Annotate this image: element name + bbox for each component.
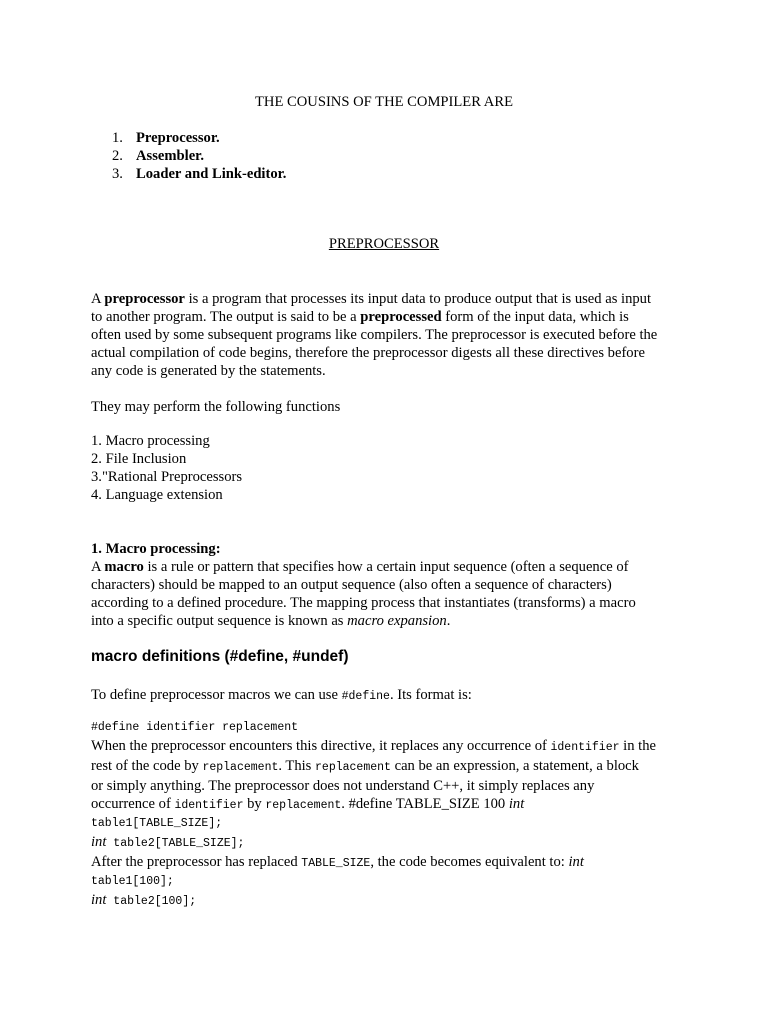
page-title: THE COUSINS OF THE COMPILER ARE [255, 94, 513, 110]
macro-section: 1. Macro processing: A macro is a rule or pattern that specifies how a certain input sequence (often a sequence of characters) should be mapped to an output sequence (also often a sequence of characters) according to a defined procedure. The mapping process that instantiates (transforms) a macro into a specific output sequence is known as macro expansion. [91, 541, 636, 629]
code-line: table1[TABLE_SIZE]; [91, 817, 223, 830]
list-item: 3. Loader and Link-editor. [112, 166, 287, 182]
cousins-list [112, 129, 286, 183]
section-heading: PREPROCESSOR [328, 236, 440, 252]
list-item: 2. Assembler. [112, 148, 204, 164]
list-item: 2. File Inclusion [91, 451, 187, 467]
intro-paragraph: A preprocessor is a program that processes its input data to produce output that is used as input to another program. The output is said to be a preprocessed form of the input data, which is often used by some subsequent programs like compilers. The preprocessor is executed before the actual compilation of code begins, therefore the preprocessor digests all these directives before any code is generated by the statements. [91, 291, 658, 379]
list-item: 4. Language extension [91, 487, 223, 503]
macro-definitions-heading: macro definitions (#define, #undef) [91, 648, 349, 665]
functions-list [91, 432, 691, 504]
code-line: #define identifier replacement [91, 721, 299, 734]
functions-intro: They may perform the following functions [91, 399, 341, 415]
list-item: 1. Macro processing [91, 433, 210, 449]
code-line: table1[100]; [91, 875, 174, 888]
macro-heading: 1. Macro processing: [91, 541, 221, 557]
list-item: 1. Preprocessor. [112, 130, 220, 146]
define-explanation: #define identifier replacement When the preprocessor encounters this directive, it replaces any occurrence of identifier in the rest of the code by replacement. This replacement can be an expression, a statement, a block or simply anything. The preprocessor does not understand C++, it simply replaces any occurrence of identifier by replacement. #define TABLE_SIZE 100 int table1[TABLE_SIZE]; int table2[TABLE_SIZE]; After the preprocessor has replaced TABLE_SIZE, the code becomes equivalent to: int table1[100]; int table2[100]; [91, 719, 691, 911]
define-intro: To define preprocessor macros we can use #define. Its format is: [91, 687, 472, 703]
list-item: 3."Rational Preprocessors [91, 469, 243, 485]
